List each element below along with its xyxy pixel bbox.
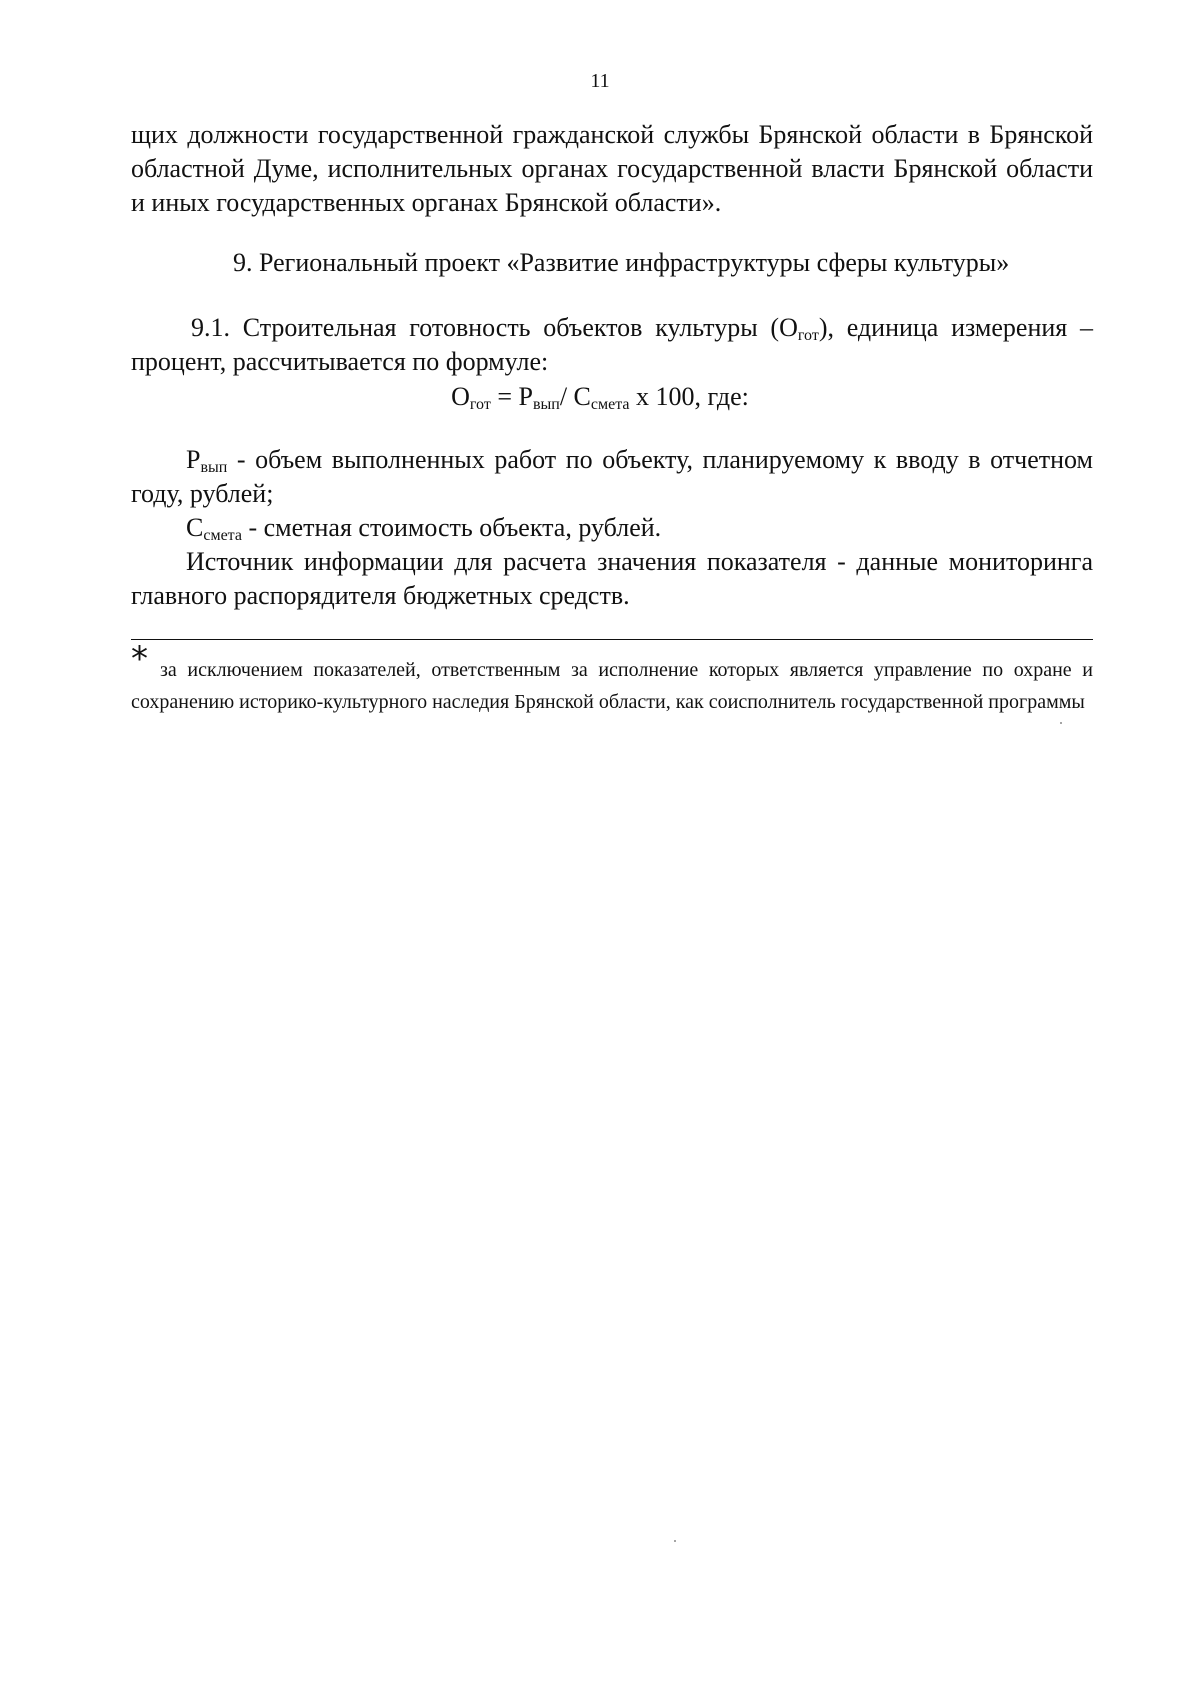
formula-o: О <box>451 382 470 411</box>
scan-speck <box>674 1540 676 1542</box>
formula <box>0 380 1200 414</box>
formula-p-subscript: вып <box>532 396 560 413</box>
item-9-1-tail: ), единица измерения – процент, рассчитывается по формуле: <box>131 313 1093 376</box>
item-9-1-subscript: гот <box>797 327 819 344</box>
item-9-1-lead: 9.1. Строительная готовность объектов культуры (О <box>191 313 798 342</box>
item-9-1-paragraph <box>131 311 1093 379</box>
definition-text: - объем выполненных работ по объекту, планируемому к вводу в отчетном году, рублей; <box>131 445 1093 508</box>
formula-tail: х 100, где: <box>629 382 749 411</box>
definition-symbol: С <box>186 513 204 542</box>
formula-o-subscript: гот <box>469 396 491 413</box>
formula-c-subscript: смета <box>590 396 630 413</box>
definition-c-smeta <box>131 511 1093 545</box>
scan-speck <box>1060 722 1062 724</box>
footnote-asterisk: * <box>131 639 148 679</box>
formula-equals-p: = Р <box>490 382 533 411</box>
page-number: 11 <box>590 70 610 92</box>
continuation-paragraph: щих должности государственной гражданской службы Брянской области в Брянской областной Думе, исполнительных органах государственной власти Брянской области и иных государственных органах Брянской области». <box>131 120 1093 217</box>
definition-subscript: вып <box>200 459 228 476</box>
footnote-text: за исключением показателей, ответственным за исполнение которых является управление по охране и сохранению историко-культурного наследия Брянской области, как соисполнитель государственной программы <box>131 659 1093 713</box>
definition-subscript: смета <box>203 527 242 544</box>
source-paragraph: Источник информации для расчета значения показателя - данные мониторинга главного распорядителя бюджетных средств. <box>131 547 1093 610</box>
footnote-separator <box>131 639 1093 640</box>
definition-text: - сметная стоимость объекта, рублей. <box>241 513 662 542</box>
section-heading: 9. Региональный проект «Развитие инфраструктуры сферы культуры» <box>233 248 1010 277</box>
definitions-block <box>131 443 1093 613</box>
definition-p-vyp <box>131 443 1093 511</box>
formula-divide-c: / С <box>559 382 591 411</box>
definition-symbol: Р <box>186 445 201 474</box>
